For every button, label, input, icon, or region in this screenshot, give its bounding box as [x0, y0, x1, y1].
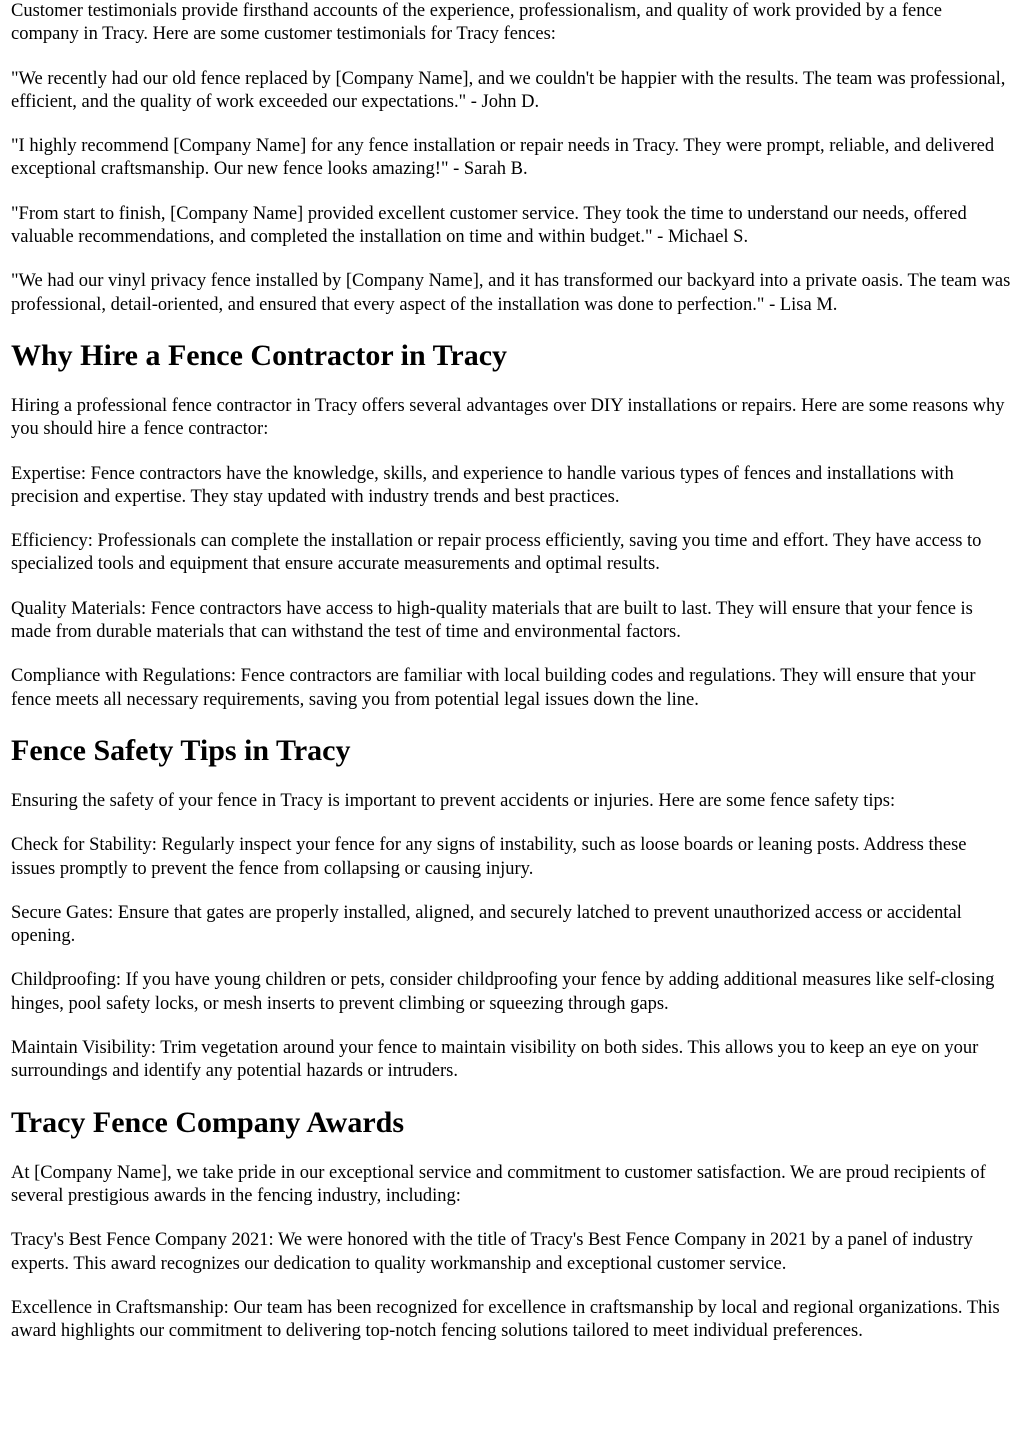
paragraph: Excellence in Craftsmanship: Our team has been recognized for excellence in craftsmanship by local and regional organizations. This award highlights our commitment to delivering top-notch fencing solutions tailored to meet individual preferences. — [11, 1297, 1000, 1342]
paragraph: Secure Gates: Ensure that gates are properly installed, aligned, and securely latched to prevent unauthorized access or accidental opening. — [11, 902, 962, 947]
paragraph: Maintain Visibility: Trim vegetation around your fence to maintain visibility on both sides. This allows you to keep an eye on your surroundings and identify any potential hazards or intruders. — [11, 1038, 979, 1082]
testimonial-quote: "I highly recommend [Company Name] for any fence installation or repair needs in Tracy. They were prompt, reliable, and delivered exceptional craftsmanship. Our new fence looks amazing!" - Sarah B. — [11, 136, 995, 180]
paragraph: Quality Materials: Fence contractors have access to high-quality materials that are built to last. They will ensure that your fence is made from durable materials that can withstand the test of time and environmental factors. — [11, 598, 973, 643]
testimonials-intro: Customer testimonials provide firsthand accounts of the experience, professionalism, and quality of work provided by a fence company in Tracy. Here are some customer testimonials for Tracy fences: — [11, 1, 942, 45]
section-heading: Why Hire a Fence Contractor in Tracy — [11, 338, 508, 372]
testimonial-quote: "We recently had our old fence replaced by [Company Name], and we couldn't be happier with the results. The team was professional, efficient, and the quality of work exceeded our expectations." - John D. — [11, 68, 1006, 112]
hire-contractor-section — [11, 338, 1014, 712]
awards-section — [11, 1105, 1014, 1344]
section-heading: Fence Safety Tips in Tracy — [11, 733, 351, 767]
paragraph: Tracy's Best Fence Company 2021: We were honored with the title of Tracy's Best Fence Company in 2021 by a panel of industry experts. This award recognizes our dedication to quality workmanship and exceptional customer service. — [11, 1230, 973, 1274]
testimonial-quote: "From start to finish, [Company Name] provided excellent customer service. They took the time to understand our needs, offered valuable recommendations, and completed the installation on time and within budget." - Michael S. — [11, 203, 967, 248]
paragraph: Efficiency: Professionals can complete the installation or repair process efficiently, saving you time and effort. They have access to specialized tools and equipment that ensure accurate measurements and optimal results. — [11, 531, 982, 575]
testimonials-section — [11, 0, 1014, 317]
safety-tips-section — [11, 733, 1014, 1084]
paragraph: Hiring a professional fence contractor in Tracy offers several advantages over DIY installations or repairs. Here are some reasons why you should hire a fence contractor: — [11, 395, 1005, 440]
paragraph: Compliance with Regulations: Fence contractors are familiar with local building codes and regulations. They will ensure that your fence meets all necessary requirements, saving you from potential legal issues down the line. — [11, 666, 976, 710]
section-heading: Tracy Fence Company Awards — [11, 1105, 405, 1139]
paragraph: Check for Stability: Regularly inspect your fence for any signs of instability, such as loose boards or leaning posts. Address these issues promptly to prevent the fence from collapsing or causing injury. — [11, 835, 967, 879]
testimonial-quote: "We had our vinyl privacy fence installed by [Company Name], and it has transformed our backyard into a private oasis. The team was professional, detail-oriented, and ensured that every aspect of the installation was done to perfection." - Lisa M. — [11, 271, 1011, 315]
paragraph: Ensuring the safety of your fence in Tracy is important to prevent accidents or injuries. Here are some fence safety tips: — [11, 790, 896, 811]
paragraph: Childproofing: If you have young children or pets, consider childproofing your fence by adding additional measures like self-closing hinges, pool safety locks, or mesh inserts to prevent climbing or squeezing through gaps. — [11, 970, 995, 1014]
paragraph: At [Company Name], we take pride in our exceptional service and commitment to customer satisfaction. We are proud recipients of several prestigious awards in the fencing industry, including: — [11, 1162, 986, 1206]
paragraph: Expertise: Fence contractors have the knowledge, skills, and experience to handle various types of fences and installations with precision and expertise. They stay updated with industry trends and best practices. — [11, 463, 954, 507]
